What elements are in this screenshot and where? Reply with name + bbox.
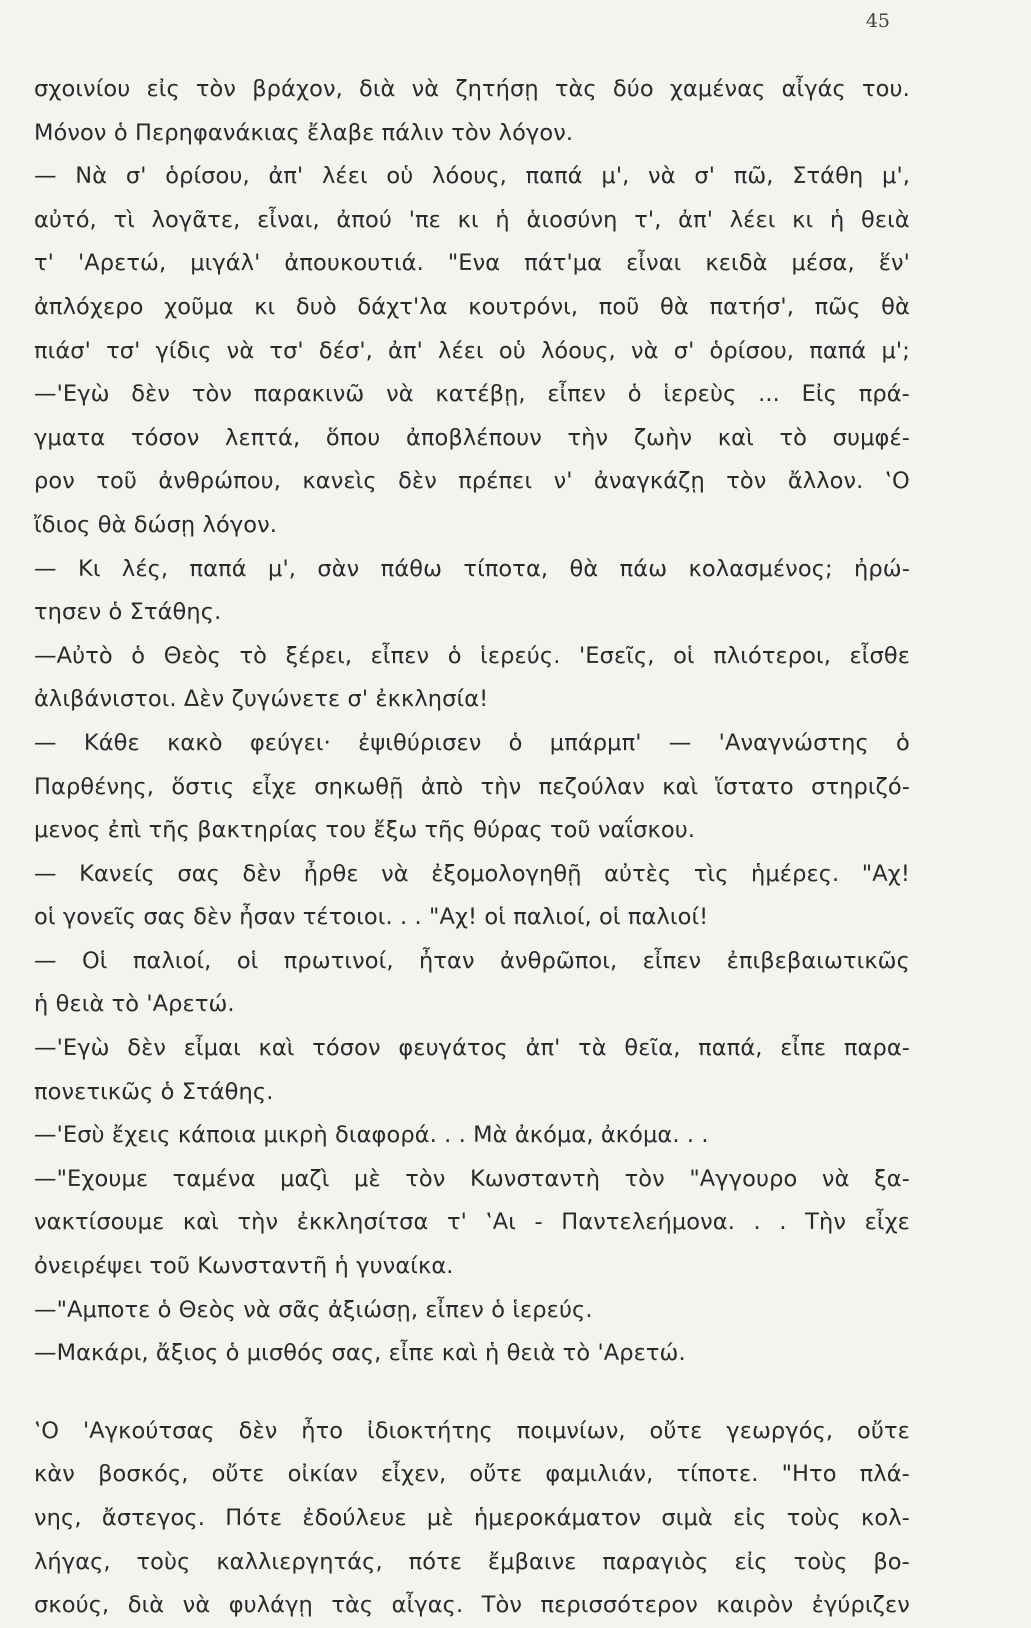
text-line: ἀλιβάνιστοι. Δὲν ζυγώνετε σ' ἐκκλησία! [34,686,489,713]
text-line: τ' 'Αρετώ, μιγάλ' ἀπουκουτιά. "Ενα πάτ'μα εἶναι κειδὰ μέσα, ἕν' [34,250,910,277]
text-line: —Αὐτὸ ὁ Θεὸς τὸ ξέρει, εἶπεν ὁ ἱερεύς. 'Εσεῖς, οἱ πλιότεροι, εἶσθε [34,642,910,669]
text-line: αὐτό, τὶ λογᾶτε, εἶναι, ἀπού 'πε κι ἡ ἁιοσύνη τ', ἀπ' λέει κι ἡ θειὰ [34,206,910,233]
text-line: νης, ἄστεγος. Πότε ἐδούλευε μὲ ἡμεροκάματον σιμὰ εἰς τοὺς κολ- [34,1505,910,1531]
text-line: Μόνον ὁ Περηφανάκιας ἔλαβε πάλιν τὸν λόγον. [34,119,574,146]
text-line: κὰν βοσκός, οὔτε οἰκίαν εἶχεν, οὔτε φαμιλιάν, τίποτε. "Ητο πλά- [34,1461,910,1488]
text-line: — Οἱ παλιοί, οἱ πρωτινοί, ἦταν ἀνθρῶποι, εἶπεν ἐπιβεβαιωτικῶς [34,947,910,974]
text-line: σχοινίου εἰς τὸν βράχον, διὰ νὰ ζητήσῃ τὰς δύο χαμένας αἶγάς του. [34,76,910,102]
paragraph-gap [34,1376,910,1410]
text-line: πονετικῶς ὁ Στάθης. [34,1078,274,1105]
text-line: ‛Ο 'Αγκούτσας δὲν ἦτο ἰδιοκτήτης ποιμνίων, οὔτε γεωργός, οὔτε [34,1417,910,1444]
text-line: ἀπλόχερο χοῦμα κι δυὸ δάχτ'λα κουτρόνι, ποῦ θὰ πατήσ', πῶς θὰ [34,293,910,320]
text-line: —'Εγὼ δὲν εἶμαι καὶ τόσον φευγάτος ἀπ' τὰ θεῖα, παπά, εἶπε παρα- [34,1035,910,1062]
text-line: —'Εγὼ δὲν τὸν παρακινῶ νὰ κατέβῃ, εἶπεν ὁ ἱερεὺς ... Εἰς πρά- [34,381,910,408]
page-text [34,68,910,1628]
text-line: — Νὰ σ' ὁρίσου, ἀπ' λέει οὑ λόους, παπά μ', νὰ σ' πῶ, Στάθη μ', [34,163,910,190]
text-line: — Κι λές, παπά μ', σὰν πάθω τίποτα, θὰ πάω κολασμένος; ἠρώ- [34,555,910,582]
text-line: τησεν ὁ Στάθης. [34,599,222,626]
text-line: λήγας, τοὺς καλλιεργητάς, πότε ἔμβαινε παραγιὸς εἰς τοὺς βο- [34,1548,910,1575]
text-line: γματα τόσον λεπτά, ὅπου ἀποβλέπουν τὴν ζωὴν καὶ τὸ συμφέ- [34,424,910,451]
text-line: σκούς, διὰ νὰ φυλάγῃ τὰς αἶγας. Τὸν περισσότερον καιρὸν ἐγύριζεν [34,1592,910,1619]
text-line: —"Εχουμε ταμένα μαζὶ μὲ τὸν Κωνσταντὴ τὸν "Αγγουρο νὰ ξα- [34,1165,910,1192]
text-line: —'Εσὺ ἔχεις κάποια μικρὴ διαφορά. . . Μὰ ἀκόμα, ἀκόμα. . . [34,1122,709,1149]
text-line: Παρθένης, ὅστις εἶχε σηκωθῇ ἀπὸ τὴν πεζούλαν καὶ ἵστατο στηριζό- [34,773,910,800]
text-line: —"Αμποτε ὁ Θεὸς νὰ σᾶς ἀξιώσῃ, εἶπεν ὁ ἱερεύς. [34,1296,593,1323]
text-line: νακτίσουμε καὶ τὴν ἐκκλησίτσα τ' ‛Αι - Παντελεήμονα. . . Τὴν εἶχε [34,1209,910,1236]
text-line: — Κάθε κακὸ φεύγει· ἐψιθύρισεν ὁ μπάρμπ' — 'Αναγνώστης ὁ [34,729,910,756]
text-line: ἡ θειὰ τὸ 'Αρετώ. [34,991,235,1018]
page-number: 45 [865,10,890,32]
text-line: —Μακάρι, ἄξιος ὁ μισθός σας, εἶπε καὶ ἡ θειὰ τὸ 'Αρετώ. [34,1340,686,1367]
text-line: πιάσ' τσ' γίδις νὰ τσ' δέσ', ἀπ' λέει οὑ λόους, νὰ σ' ὁρίσου, παπά μ'; [34,337,910,364]
text-line: ρον τοῦ ἀνθρώπου, κανεὶς δὲν πρέπει ν' ἀναγκάζῃ τὸν ἄλλον. ‛Ο [34,468,910,495]
text-line: — Κανείς σας δὲν ἦρθε νὰ ἐξομολογηθῇ αὐτὲς τὶς ἡμέρες. "Αχ! [34,860,910,887]
text-line: οἱ γονεῖς σας δὲν ἦσαν τέτοιοι. . . "Αχ! οἱ παλιοί, οἱ παλιοί! [34,904,709,931]
text-line: ὀνειρέψει τοῦ Κωνσταντῆ ἡ γυναίκα. [34,1253,454,1280]
text-line: μενος ἐπὶ τῆς βακτηρίας του ἔξω τῆς θύρας τοῦ ναΐσκου. [34,817,696,844]
text-line: ἴδιος θὰ δώσῃ λόγον. [34,511,278,538]
